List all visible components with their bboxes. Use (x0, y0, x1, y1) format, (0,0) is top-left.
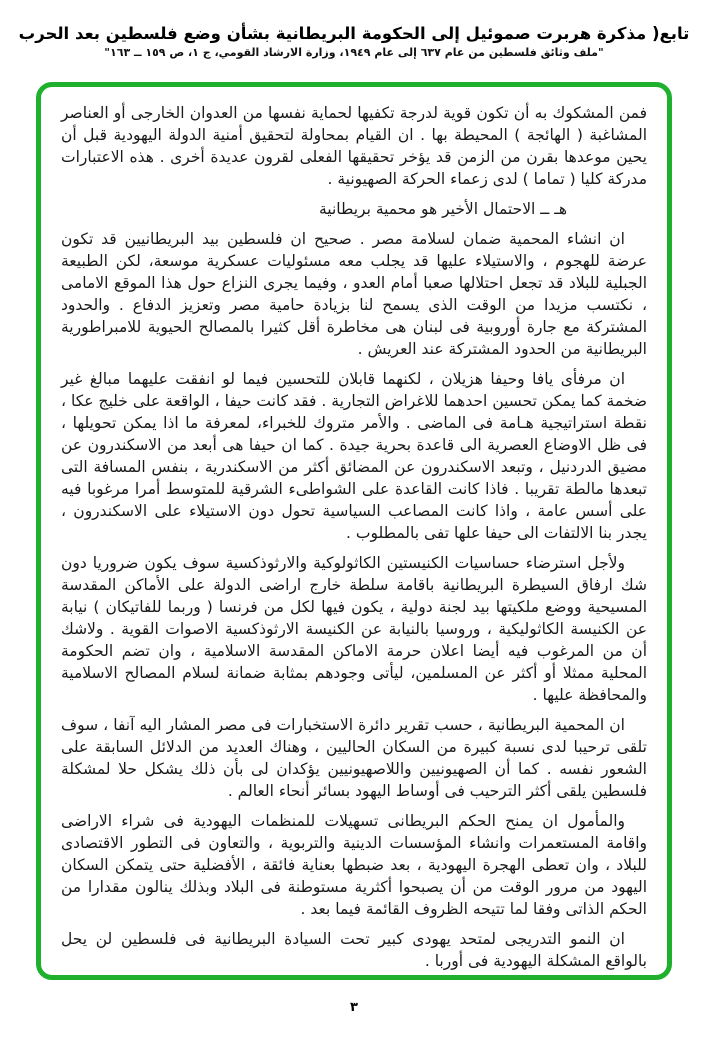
page-number: ٣ (350, 1000, 358, 1015)
paragraph: ان المحمية البريطانية ، حسب تقرير دائرة الاستخبارات فى مصر المشار اليه آنفا ، سوف تلقى ترحيبا لدى نسبة كبيرة من السكان الحاليين ، وهناك العديد من الدلائل السابقة على الشعور نفسه . كما أن الصهيونيين واللاصهيونيين يؤكدان لى بأن ذلك يشكل حلا لمشكلة فلسطين يلقى أكثر الترحيب فى أوساط اليهود بسائر أنحاء العالم . (61, 716, 647, 800)
paragraph: ان مرفأى يافا وحيفا هزيلان ، لكنهما قابلان للتحسين فيما لو انفقت عليهما مبالغ غير ضخمة كما يمكن تحسين احدهما للاغراض التجارية . فقد كانت حيفا ، الواقعة على خليج عكا ، نقطة استراتيجية هـامة فى الماضى . والأمر متروك للخبراء، لمعرفة ما اذا يمكن تحويلها ، فى ظل الاوضاع العصرية الى قاعدة بحرية جيدة . كما ان حيفا هى أبعد من الاسكندرون عن مضيق الدردنيل ، وتبعد الاسكندرون عن المضائق أكثر من الاسكندرية ، بنفس المسافة التى تبعدها مالطة تقريبا . فاذا كانت القاعدة على الشواطىء الشرقية للمتوسط أمرا مرغوبا فيه على أسس عامة ، واذا كانت المصاعب السياسية تحول دون الاستيلاء على الاسكندرون ، يجدر بنا الالتفات الى حيفا علها تفى بالمطلوب . (61, 370, 647, 542)
paragraph: والمأمول ان يمنح الحكم البريطانى تسهيلات للمنظمات اليهودية فى شراء الاراضى واقامة المستعمرات وانشاء المؤسسات الدينية والتربوية ، والتعاون فى التطور الاقتصادى للبلاد ، وان تعطى الهجرة اليهودية ، بعد ضبطها بعناية فائقة ، الأفضلية حتى يتمكن السكان اليهود من مرور الوقت من أن يصبحوا أكثرية مستوطنة فى البلاد وبذلك ينالون مقدارا من الحكم الذاتى وفقا لما تتيحه الظروف القائمة فيما بعد . (61, 812, 647, 918)
document-body (61, 102, 647, 972)
paragraph: ان انشاء المحمية ضمان لسلامة مصر . صحيح ان فلسطين بيد البريطانيين قد تكون عرضة للهجوم ، والاستيلاء عليها قد يجلب معه مسئوليات عسكرية موسعة، لكن الطبيعة الجبلية للبلاد قد تجعل احتلالها صعبا أمام العدو ، وفيما يجرى النزاع حول هذا الموقع الامامى ، نكتسب مزيدا من الوقت الذى يسمح لنا بزيادة حامية مصر وتعزيز الدفاع . والحدود المشتركة مع جارة أوروبية فى لبنان هى مخاطرة أقل كثيرا بالمصالح الحيوية للامبراطورية البريطانية من الحدود المشتركة عند العريش . (61, 230, 647, 358)
source-citation: "ملف وثائق فلسطين من عام ٦٣٧ إلى عام ١٩٤٩، وزارة الارشاد القومي، ج ١، ص ١٥٩ ــ ١٦٣" (104, 46, 604, 59)
document-frame (36, 82, 672, 980)
page-title: تابع( مذكرة هربرت صموئيل إلى الحكومة البريطانية بشأن وضع فلسطين بعد الحرب (18, 24, 690, 44)
paragraph: ولأجل استرضاء حساسيات الكنيستين الكاثولوكية والارثوذكسية سوف يكون ضروريا دون شك ارفاق السيطرة البريطانية باقامة سلطة خارج اراضى الدولة على الأماكن المقدسة المسيحية ووضع ملكيتها بيد لجنة دولية ، يكون فيها لكل من فرنسا ( وربما للفاتيكان ) نيابة عن الكنيسة الكاثوليكية ، وروسيا بالنيابة عن الكنيسة الارثوذكسية الاصوات القوية . ولاشك أن من المرغوب فيه أيضا اعلان حرمة الاماكن المقدسة الاسلامية ، وان تضم الحكومة المحلية ممثلا أو أكثر عن المسلمين، ليأتى وجودهم بمثابة ضمانة لسلام المصالح الاسلامية والمحافظة عليها . (61, 554, 647, 704)
paragraph: فمن المشكوك به أن تكون قوية لدرجة تكفيها لحماية نفسها من العدوان الخارجى أو العناصر المشاغبة ( الهائجة ) المحيطة بها . ان القيام بمحاولة لتحقيق أمنية الدولة اليهودية قبل أن يحين موعدها بقرن من الزمن قد يؤخر تحقيقها الفعلى لقرون عديدة أخرى . هذه الاعتبارات مدركة كليا ( تماما ) لدى زعماء الحركة الصهيونية . (61, 104, 647, 188)
paragraph: ان النمو التدريجى لمتحد يهودى كبير تحت السيادة البريطانية فى فلسطين لن يحل بالواقع المشكلة اليهودية فى أوربا . (61, 930, 647, 970)
section-heading: هـ ــ الاحتمال الأخير هو محمية بريطانية (318, 200, 567, 218)
